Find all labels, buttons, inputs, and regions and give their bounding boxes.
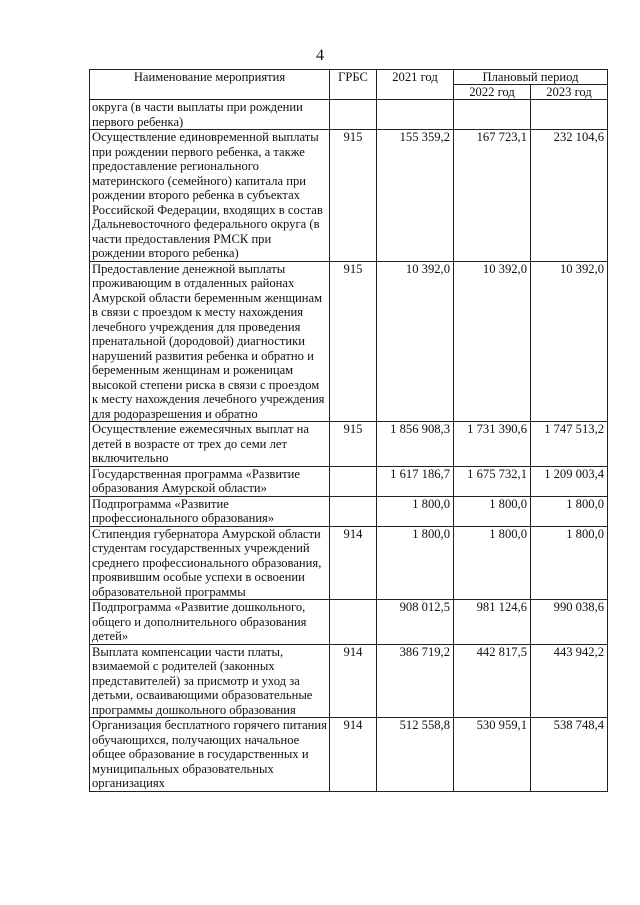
cell-grbs: 915 xyxy=(330,261,377,422)
cell-name: Выплата компенсации части платы, взимаемой с родителей (законных представителей) за присмотр и уход за детьми, осваивающими образовательные программы дошкольного образования xyxy=(90,644,330,718)
cell-2023: 1 209 003,4 xyxy=(531,466,608,496)
cell-2023: 443 942,2 xyxy=(531,644,608,718)
cell-name: округа (в части выплаты при рождении первого ребенка) xyxy=(90,100,330,130)
cell-2021: 10 392,0 xyxy=(377,261,454,422)
cell-grbs: 914 xyxy=(330,644,377,718)
page-number: 4 xyxy=(316,47,324,64)
budget-table xyxy=(89,69,608,792)
cell-2021: 1 800,0 xyxy=(377,496,454,526)
cell-2021: 386 719,2 xyxy=(377,644,454,718)
table-row xyxy=(90,526,608,600)
cell-2022: 10 392,0 xyxy=(454,261,531,422)
cell-name: Организация бесплатного горячего питания обучающихся, получающих начальное общее образование в государственных и муниципальных образовательных организациях xyxy=(90,718,330,792)
cell-2022: 1 800,0 xyxy=(454,496,531,526)
cell-name: Государственная программа «Развитие образования Амурской области» xyxy=(90,466,330,496)
cell-name: Предоставление денежной выплаты проживающим в отдаленных районах Амурской области беременным женщинам в связи с проездом к месту нахождения лечебного учреждения для проведения пренатальной (дородовой) диагностики нарушений развития ребенка и обратно и беременным женщинам и роженицам высокой степени риска в связи с проездом к месту нахождения лечебного учреждения для родоразрешения и обратно xyxy=(90,261,330,422)
cell-2022 xyxy=(454,100,531,130)
header-2023: 2023 год xyxy=(531,85,608,100)
cell-name: Осуществление ежемесячных выплат на детей в возрасте от трех до семи лет включительно xyxy=(90,422,330,467)
cell-2023: 232 104,6 xyxy=(531,130,608,262)
table-row xyxy=(90,496,608,526)
cell-name: Осуществление единовременной выплаты при рождении первого ребенка, а также предоставление регионального материнского (семейного) капитала при рождении второго ребенка в субъектах Российской Федерации, входящих в состав Дальневосточного федерального округа (в части предоставления РМСК при рождении второго ребенка) xyxy=(90,130,330,262)
cell-2021: 155 359,2 xyxy=(377,130,454,262)
cell-grbs xyxy=(330,496,377,526)
header-name: Наименование мероприятия xyxy=(90,70,330,100)
table-row xyxy=(90,718,608,792)
cell-grbs xyxy=(330,466,377,496)
table-row xyxy=(90,261,608,422)
cell-grbs xyxy=(330,100,377,130)
cell-name: Подпрограмма «Развитие профессионального образования» xyxy=(90,496,330,526)
table-row xyxy=(90,466,608,496)
header-2021: 2021 год xyxy=(377,70,454,100)
table-row xyxy=(90,422,608,467)
cell-2022: 530 959,1 xyxy=(454,718,531,792)
cell-2022: 1 731 390,6 xyxy=(454,422,531,467)
cell-2021: 1 800,0 xyxy=(377,526,454,600)
cell-2022: 981 124,6 xyxy=(454,600,531,645)
cell-2021 xyxy=(377,100,454,130)
cell-2022: 1 675 732,1 xyxy=(454,466,531,496)
table-row xyxy=(90,644,608,718)
cell-grbs: 914 xyxy=(330,718,377,792)
cell-grbs: 915 xyxy=(330,422,377,467)
cell-2023 xyxy=(531,100,608,130)
table-row xyxy=(90,130,608,262)
header-planned-period: Плановый период xyxy=(454,70,608,85)
cell-2023: 538 748,4 xyxy=(531,718,608,792)
table-body xyxy=(90,100,608,792)
cell-2022: 167 723,1 xyxy=(454,130,531,262)
cell-2023: 1 747 513,2 xyxy=(531,422,608,467)
cell-name: Стипендия губернатора Амурской области студентам государственных учреждений среднего профессионального образования, проявившим особые успехи в освоении образовательной программы xyxy=(90,526,330,600)
cell-2021: 1 617 186,7 xyxy=(377,466,454,496)
cell-2023: 990 038,6 xyxy=(531,600,608,645)
table-row xyxy=(90,100,608,130)
header-grbs: ГРБС xyxy=(330,70,377,100)
cell-grbs xyxy=(330,600,377,645)
cell-2021: 1 856 908,3 xyxy=(377,422,454,467)
cell-2023: 1 800,0 xyxy=(531,526,608,600)
header-2022: 2022 год xyxy=(454,85,531,100)
cell-2023: 10 392,0 xyxy=(531,261,608,422)
cell-2023: 1 800,0 xyxy=(531,496,608,526)
cell-2021: 512 558,8 xyxy=(377,718,454,792)
cell-2021: 908 012,5 xyxy=(377,600,454,645)
cell-name: Подпрограмма «Развитие дошкольного, общего и дополнительного образования детей» xyxy=(90,600,330,645)
cell-grbs: 914 xyxy=(330,526,377,600)
table-row xyxy=(90,600,608,645)
cell-grbs: 915 xyxy=(330,130,377,262)
cell-2022: 1 800,0 xyxy=(454,526,531,600)
cell-2022: 442 817,5 xyxy=(454,644,531,718)
